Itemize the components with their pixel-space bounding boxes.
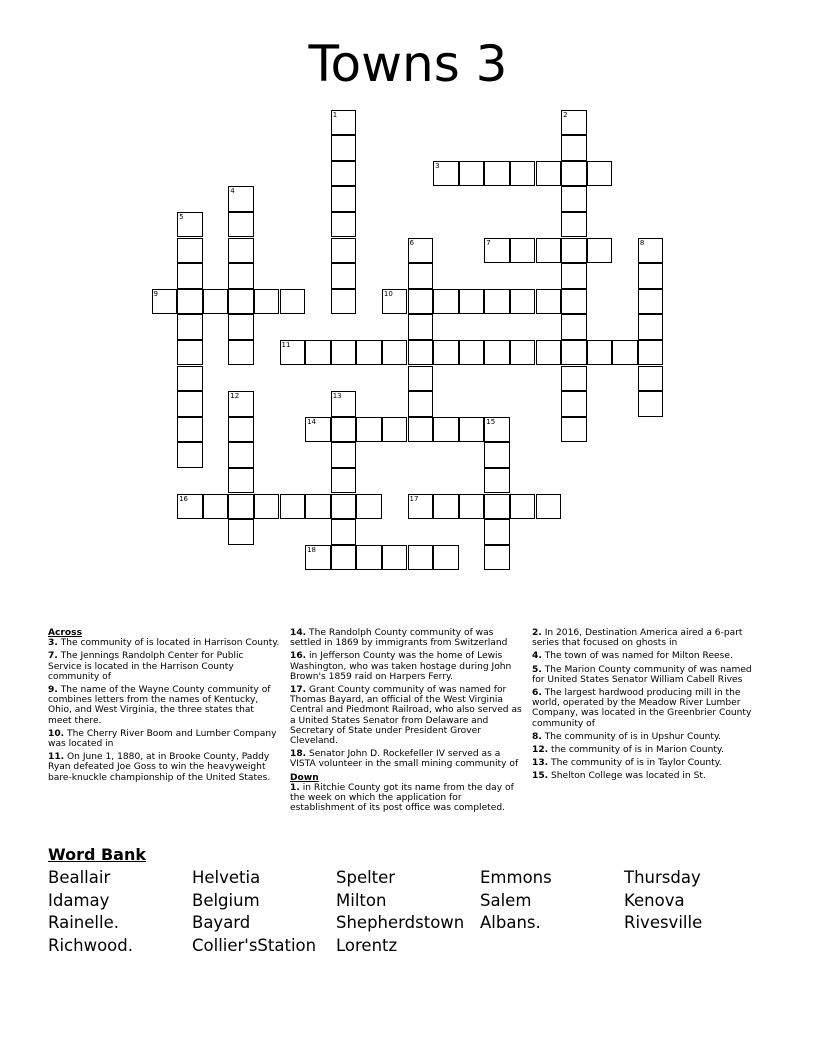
grid-cell[interactable] [408, 417, 434, 443]
cell-number: 12 [230, 392, 240, 401]
clue-number: 2. [532, 628, 542, 638]
clue-text: in Jefferson County was the home of Lewis Washington, who was taken hostage during John Brown's 1859 raid on Harpers Ferry. [290, 651, 512, 682]
clue-text: Shelton College was located in St. [548, 771, 706, 782]
clue-number: 6. [532, 688, 542, 699]
word-bank-entry: Helvetia [192, 868, 261, 887]
grid-cell[interactable] [382, 417, 408, 443]
grid-cell[interactable] [408, 366, 434, 392]
grid-cell[interactable] [228, 442, 254, 468]
clue-text: Grant County community of was named for Thomas Bayard, an official of the West Virginia Central and Piedmont Railroad, who also served as a United States Senator from Delaware and Secretary of State under President Grover Cleveland. [290, 685, 522, 747]
grid-cell[interactable] [228, 289, 254, 315]
grid-cell[interactable] [331, 545, 357, 571]
grid-cell[interactable] [536, 238, 562, 264]
grid-cell[interactable] [433, 545, 459, 571]
grid-cell[interactable] [331, 161, 357, 187]
grid-cell[interactable] [561, 289, 587, 315]
grid-cell[interactable] [356, 545, 382, 571]
word-bank-column-1 [48, 867, 133, 957]
grid-cell[interactable] [587, 238, 613, 264]
grid-cell[interactable] [408, 545, 434, 571]
grid-cell[interactable] [177, 238, 203, 264]
grid-cell[interactable] [561, 366, 587, 392]
clue-number: 11. [48, 752, 65, 763]
cell-number: 15 [486, 417, 496, 426]
cell-number: 10 [383, 289, 393, 298]
grid-cell[interactable] [177, 289, 203, 315]
grid-cell[interactable] [228, 314, 254, 340]
word-bank-column-3 [336, 867, 464, 957]
grid-cell[interactable] [561, 238, 587, 264]
cell-number: 1 [332, 110, 338, 119]
grid-cell[interactable] [433, 289, 459, 315]
grid-cell[interactable] [177, 417, 203, 443]
word-bank-column-2 [192, 867, 316, 957]
cell-number: 13 [332, 392, 342, 401]
grid-cell[interactable] [638, 340, 664, 366]
clue-number: 18. [290, 749, 307, 760]
grid-cell[interactable] [561, 186, 587, 212]
grid-cell[interactable] [408, 314, 434, 340]
grid-cell[interactable] [510, 494, 536, 520]
grid-cell[interactable] [484, 545, 510, 571]
grid-cell[interactable] [484, 289, 510, 315]
word-bank-entry: Idamay [48, 890, 110, 910]
clue-item [48, 651, 280, 682]
word-bank-title: Word Bank [48, 845, 147, 864]
grid-cell[interactable] [382, 545, 408, 571]
grid-cell[interactable] [356, 340, 382, 366]
clue-item [532, 628, 764, 648]
grid-cell[interactable] [612, 340, 638, 366]
clue-text: In 2016, Destination America aired a 6-part series that focused on ghosts in [532, 628, 743, 649]
grid-cell[interactable] [587, 161, 613, 187]
grid-cell[interactable] [177, 494, 203, 520]
grid-cell[interactable] [484, 161, 510, 187]
word-bank-entry: Thursday [624, 868, 701, 887]
word-bank-entry: Belgium [192, 890, 260, 910]
grid-cell[interactable] [331, 391, 357, 417]
grid-cell[interactable] [203, 289, 229, 315]
clue-number: 5. [532, 664, 542, 675]
grid-cell[interactable] [280, 340, 306, 366]
word-bank-entry: Spelter [336, 868, 396, 887]
grid-cell[interactable] [331, 519, 357, 545]
grid-cell[interactable] [228, 391, 254, 417]
clue-text: The community of is in Upshur County. [541, 731, 721, 742]
clue-item [290, 628, 522, 648]
clue-text: The community of is located in Harrison County. [57, 638, 280, 649]
grid-cell[interactable] [305, 340, 331, 366]
cell-number: 8 [639, 238, 645, 247]
grid-cell[interactable] [433, 417, 459, 443]
grid-cell[interactable] [382, 289, 408, 315]
grid-cell[interactable] [331, 186, 357, 212]
grid-cell[interactable] [331, 417, 357, 443]
clue-item [290, 685, 522, 746]
grid-cell[interactable] [484, 468, 510, 494]
across-header: Across [48, 628, 82, 638]
clue-text: The Jennings Randolph Center for Public Service is located in the Harrison County community of [48, 651, 244, 682]
clue-number: 9. [48, 685, 58, 696]
word-bank-entry: Rivesville [624, 913, 703, 932]
cell-number: 9 [153, 289, 158, 298]
clue-text: The name of the Wayne County community of combines letters from the names of Kentucky, Ohio, and West Virginia, the three states that meet there. [48, 685, 271, 726]
grid-cell[interactable] [331, 110, 357, 136]
grid-cell[interactable] [484, 442, 510, 468]
clue-item [290, 783, 522, 814]
clue-text: in Ritchie County got its name from the day of the week on which the application for establishment of its post office was completed. [290, 782, 514, 814]
grid-cell[interactable] [177, 340, 203, 366]
cell-number: 18 [307, 545, 317, 554]
clue-number: 4. [532, 651, 542, 662]
grid-cell[interactable] [510, 238, 536, 264]
clue-item [48, 685, 280, 726]
grid-cell[interactable] [459, 494, 485, 520]
grid-cell[interactable] [638, 263, 664, 289]
clue-number: 12. [532, 745, 549, 756]
clue-item [290, 651, 522, 682]
grid-cell[interactable] [408, 391, 434, 417]
grid-cell[interactable] [305, 545, 331, 571]
grid-cell[interactable] [228, 468, 254, 494]
word-bank-entry: Salem [480, 890, 532, 910]
grid-cell[interactable] [638, 314, 664, 340]
word-bank-entry: Collier'sStation [192, 935, 317, 955]
grid-cell[interactable] [459, 417, 485, 443]
word-bank-entry: Rainelle. [48, 913, 119, 932]
grid-cell[interactable] [382, 340, 408, 366]
grid-cell[interactable] [228, 238, 254, 264]
grid-cell[interactable] [408, 289, 434, 315]
clue-text: The community of is in Taylor County. [548, 758, 722, 769]
word-bank-entry: Lorentz [336, 935, 398, 955]
grid-cell[interactable] [408, 340, 434, 366]
grid-cell[interactable] [228, 212, 254, 238]
grid-cell[interactable] [356, 494, 382, 520]
grid-cell[interactable] [433, 494, 459, 520]
grid-cell[interactable] [484, 519, 510, 545]
grid-cell[interactable] [177, 366, 203, 392]
grid-cell[interactable] [331, 468, 357, 494]
grid-cell[interactable] [254, 494, 280, 520]
clue-text: the community of is in Marion County. [548, 745, 724, 756]
clue-number: 17. [290, 685, 307, 696]
grid-cell[interactable] [408, 494, 434, 520]
grid-cell[interactable] [177, 314, 203, 340]
word-bank-column-4 [480, 867, 552, 935]
grid-cell[interactable] [510, 289, 536, 315]
grid-cell[interactable] [459, 289, 485, 315]
cell-number: 7 [486, 238, 491, 247]
grid-cell[interactable] [331, 494, 357, 520]
cell-number: 6 [409, 238, 414, 247]
grid-cell[interactable] [331, 340, 357, 366]
grid-cell[interactable] [280, 289, 306, 315]
grid-cell[interactable] [177, 391, 203, 417]
grid-cell[interactable] [203, 494, 229, 520]
clues-column-2 [290, 628, 522, 816]
clue-text: On June 1, 1880, at in Brooke County, Paddy Ryan defeated Joe Goss to win the heavyweight bare-knuckle championship of the United States. [48, 752, 271, 783]
grid-cell[interactable] [510, 340, 536, 366]
grid-cell[interactable] [561, 263, 587, 289]
clue-item [532, 732, 764, 742]
clue-text: Senator John D. Rockefeller IV served as a VISTA volunteer in the small mining community of [290, 749, 519, 770]
grid-cell[interactable] [561, 161, 587, 187]
clues-column-1 [48, 628, 280, 786]
clue-item [48, 729, 280, 749]
grid-cell[interactable] [561, 135, 587, 161]
clue-number: 10. [48, 728, 65, 739]
grid-cell[interactable] [638, 289, 664, 315]
grid-cell[interactable] [459, 340, 485, 366]
clue-number: 15. [532, 771, 549, 782]
word-bank-column-5 [624, 867, 702, 935]
clue-number: 14. [290, 628, 307, 638]
grid-cell[interactable] [331, 238, 357, 264]
grid-cell[interactable] [536, 161, 562, 187]
grid-cell[interactable] [536, 289, 562, 315]
grid-cell[interactable] [254, 289, 280, 315]
grid-cell[interactable] [228, 263, 254, 289]
grid-cell[interactable] [331, 263, 357, 289]
grid-cell[interactable] [152, 289, 178, 315]
clue-text: The Marion County community of was named for United States Senator William Cabell Rives [532, 664, 752, 685]
cell-number: 14 [307, 417, 317, 426]
grid-cell[interactable] [484, 494, 510, 520]
clue-item [48, 752, 280, 783]
word-bank-entry: Richwood. [48, 935, 133, 955]
grid-cell[interactable] [228, 519, 254, 545]
grid-cell[interactable] [484, 238, 510, 264]
clue-number: 7. [48, 651, 58, 662]
grid-cell[interactable] [484, 340, 510, 366]
clue-item [290, 749, 522, 769]
grid-cell[interactable] [228, 494, 254, 520]
grid-cell[interactable] [510, 161, 536, 187]
cell-number: 17 [409, 494, 419, 503]
grid-cell[interactable] [459, 161, 485, 187]
word-bank-entry: Albans. [480, 913, 541, 932]
grid-cell[interactable] [408, 263, 434, 289]
word-bank-entry: Shepherdstown [336, 913, 465, 932]
grid-cell[interactable] [177, 442, 203, 468]
clue-item [48, 638, 280, 648]
grid-cell[interactable] [177, 212, 203, 238]
grid-cell[interactable] [561, 110, 587, 136]
cell-number: 16 [179, 494, 189, 503]
grid-cell[interactable] [433, 340, 459, 366]
clue-item [532, 665, 764, 685]
clue-number: 13. [532, 758, 549, 769]
cell-number: 4 [230, 187, 235, 196]
grid-cell[interactable] [331, 442, 357, 468]
clue-text: The Cherry River Boom and Lumber Company was located in [48, 728, 277, 750]
grid-cell[interactable] [305, 417, 331, 443]
grid-cell[interactable] [433, 161, 459, 187]
clue-text: The largest hardwood producing mill in the world, operated by the Meadow River Lumber Company, was located in the Greenbrier County community of [532, 688, 752, 729]
grid-cell[interactable] [638, 366, 664, 392]
grid-cell[interactable] [536, 494, 562, 520]
cell-number: 5 [179, 212, 184, 221]
page-title: Towns 3 [308, 35, 508, 93]
clue-item [532, 745, 764, 755]
clues-column-3 [532, 628, 764, 785]
word-bank-entry: Kenova [624, 890, 685, 910]
grid-cell[interactable] [331, 289, 357, 315]
grid-cell[interactable] [638, 391, 664, 417]
clue-item [532, 771, 764, 781]
grid-cell[interactable] [587, 340, 613, 366]
word-bank-entry: Milton [336, 890, 387, 910]
cell-number: 3 [435, 161, 440, 170]
grid-cell[interactable] [331, 212, 357, 238]
clue-text: The Randolph County community of was settled in 1869 by immigrants from Switzerland [290, 628, 508, 649]
down-header: Down [290, 772, 319, 783]
cell-number: 2 [563, 110, 568, 119]
grid-cell[interactable] [280, 494, 306, 520]
cell-number: 11 [281, 340, 291, 349]
grid-cell[interactable] [484, 417, 510, 443]
grid-cell[interactable] [536, 340, 562, 366]
clue-number: 3. [48, 638, 58, 649]
grid-cell[interactable] [228, 417, 254, 443]
grid-cell[interactable] [177, 263, 203, 289]
grid-cell[interactable] [638, 238, 664, 264]
clue-number: 16. [290, 651, 307, 662]
grid-cell[interactable] [305, 494, 331, 520]
clue-text: The town of was named for Milton Reese. [541, 651, 733, 662]
grid-cell[interactable] [356, 417, 382, 443]
grid-cell[interactable] [408, 238, 434, 264]
grid-cell[interactable] [561, 417, 587, 443]
clue-item [532, 758, 764, 768]
word-bank-entry: Beallair [48, 868, 111, 887]
grid-cell[interactable] [561, 212, 587, 238]
grid-cell[interactable] [331, 135, 357, 161]
grid-cell[interactable] [561, 314, 587, 340]
grid-cell[interactable] [561, 340, 587, 366]
grid-cell[interactable] [561, 391, 587, 417]
clue-item [532, 688, 764, 729]
word-bank-entry: Bayard [192, 913, 251, 932]
grid-cell[interactable] [228, 340, 254, 366]
word-bank-entry: Emmons [480, 868, 552, 887]
clue-number: 1. [290, 782, 300, 793]
clue-number: 8. [532, 731, 542, 742]
clue-item [532, 651, 764, 661]
grid-cell[interactable] [228, 186, 254, 212]
